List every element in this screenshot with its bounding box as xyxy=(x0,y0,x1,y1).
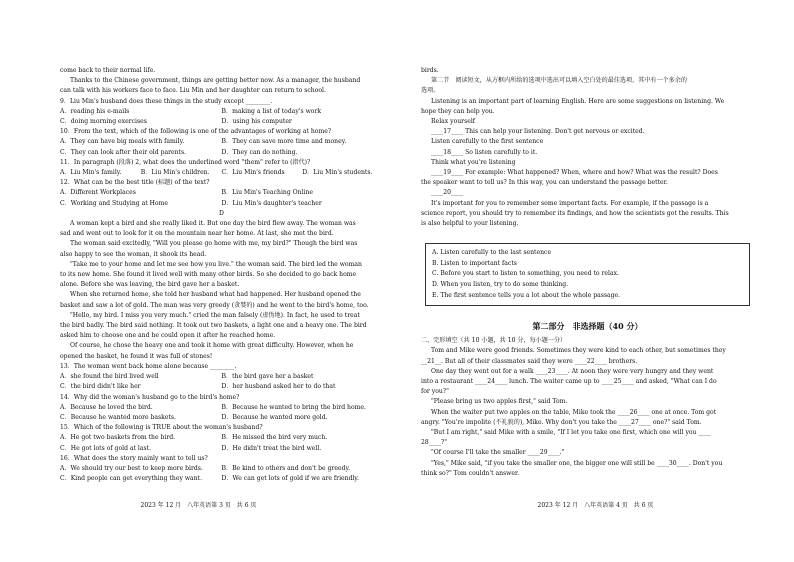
answer-option: D．Liu Min's students. xyxy=(302,169,373,177)
answer-option: C．Working and Studying at Home xyxy=(60,199,168,207)
box-option: A. Listen carefully to the last sentence xyxy=(432,249,552,257)
right-reading-text xyxy=(421,66,754,229)
answer-option: C．doing morning exercises xyxy=(60,118,147,126)
text-line xyxy=(60,137,383,147)
text-line: 16．What does the story mainly want to tell us? xyxy=(60,454,208,462)
text-line: 28____?" xyxy=(421,439,448,447)
text-line xyxy=(60,148,383,158)
text-line xyxy=(60,413,383,423)
answer-option: D．her husband asked her to do that xyxy=(221,383,336,391)
answer-option: B．Be kind to others and don't be greedy. xyxy=(221,464,351,472)
cloze-text xyxy=(421,336,754,479)
text-line: 14．Why did the woman's husband go to the bird's home? xyxy=(60,393,240,401)
text-line: into a restaurant ____24____ lunch. The waiter came up to ____25____ and asked, "What can I do xyxy=(421,378,717,386)
text-line: D xyxy=(219,209,224,217)
answer-option: B．the bird gave her a basket xyxy=(221,373,314,381)
text-line: ____18____ So listen carefully to it. xyxy=(431,148,538,156)
text-line: 选项。 xyxy=(421,87,440,95)
text-line xyxy=(60,372,383,382)
text-line xyxy=(60,403,383,413)
answer-option: A．Different Workplaces xyxy=(60,189,136,197)
text-line: 12．What can be the best title (标题) of the text? xyxy=(60,179,210,187)
answer-option: D．He didn't treat the bird well. xyxy=(221,444,322,452)
options-box xyxy=(425,243,750,306)
text-line: hope they can help you. xyxy=(421,107,495,115)
text-line xyxy=(60,474,383,484)
answer-option: C．Because he wanted more baskets. xyxy=(60,413,176,421)
text-line: to its new home. She found it lived well with many other birds. So she decided to go back home xyxy=(60,271,357,279)
text-line: birds. xyxy=(421,67,439,74)
text-line: is also helpful to your listening. xyxy=(421,220,519,228)
text-line: "But I am right," said Mike with a smile, "If I let you take one first, which one will you ____ xyxy=(431,429,711,437)
answer-option: C．He got lots of gold at last. xyxy=(60,444,152,452)
text-line xyxy=(60,117,383,127)
section-heading: 第二部分 非选择题（40 分） xyxy=(532,321,643,332)
answer-option: D．using his computer xyxy=(221,118,292,126)
text-line: When the waiter put two apples on the table, Mike took the ____26____ one at once. Tom got xyxy=(431,408,717,416)
text-line xyxy=(60,444,383,454)
text-line: opened the basket, he found it was full of stones! xyxy=(60,352,213,360)
answer-option: B．making a list of today's work xyxy=(221,107,322,115)
text-line: Relax yourself xyxy=(431,118,476,126)
text-line: __21__. But all of their classmates said they were ____22____ brothers. xyxy=(421,357,638,365)
answer-option: D．Liu Min's daughter's teacher xyxy=(221,199,322,207)
box-option: D. When you listen, try to do some thinking. xyxy=(432,281,569,289)
text-line xyxy=(60,107,383,117)
text-line: "Hello, my bird. I miss you very much." cried the man falsely (虚伪地). In fact, he used to treat xyxy=(70,311,360,319)
box-option: C. Before you start to listen to something, you need to relax. xyxy=(432,270,619,278)
answer-option: A．Because he loved the bird. xyxy=(60,403,153,411)
answer-option: B．Because he wanted to bring the bird home. xyxy=(221,403,366,411)
answer-option: A．We should try our best to keep more birds. xyxy=(60,464,203,472)
text-line: 10．From the text, which of the following is one of the advantages of working at home? xyxy=(60,128,332,136)
answer-option: B．Liu Min's Teaching Online xyxy=(221,189,314,197)
text-line xyxy=(60,464,383,474)
text-line: Tom and Mike were good friends. Sometimes they were kind to each other, but sometimes they xyxy=(431,347,726,355)
text-line: Of course, he chose the heavy one and took it home with great difficulty. However, when he xyxy=(70,342,354,350)
text-line: Think what you're listening xyxy=(431,158,516,166)
text-line: angry. "You're impolite (不礼貌的), Mike. Why don't you take the ____27____ one?" said Tom. xyxy=(421,418,702,426)
answer-option: A．Liu Min's family. xyxy=(60,169,122,177)
left-page-footer: 2023 年 12 月 八年英语第 3 页 共 6 页 xyxy=(140,502,257,509)
text-line: alone. Before she was leaving, the bird gave her a basket. xyxy=(60,281,240,289)
text-line: Listening is an important part of learning English. Here are some suggestions on listening. We xyxy=(431,97,725,105)
text-line: A woman kept a bird and she really liked it. But one day the bird flew away. The woman was xyxy=(70,220,356,228)
text-line: sad and went out to look for it on the mountain near her home. At last, she met the bird. xyxy=(60,230,334,238)
text-line: asked him to choose one and he could open it after he reached home. xyxy=(60,332,276,340)
text-line: 13．The woman went back home alone because ________. xyxy=(60,362,237,370)
box-option: E. The first sentence tells you a lot about the whole passage. xyxy=(432,291,621,299)
text-line: can talk with his workers face to face. Liu Min and her daughter can return to school. xyxy=(60,87,326,95)
text-line xyxy=(60,199,383,209)
text-line xyxy=(60,433,383,443)
right-page xyxy=(397,0,794,562)
answer-option: A．They can have big meals with family. xyxy=(60,138,185,146)
text-line: also happy to see the woman, it shook its head. xyxy=(60,250,207,258)
text-line: ____19____ For example: What happened? When, where and how? What was the result? Does xyxy=(431,169,718,177)
text-line: basket and saw a lot of gold. The man was very greedy (贪婪的) and he went to the bird's home, too. xyxy=(60,301,369,309)
text-line: "Take me to your home and let me see how you live." the woman said. The bird led the woman xyxy=(70,260,362,268)
text-line: ____17____ This can help your listening. Don't get nervous or excited. xyxy=(431,128,645,136)
answer-option: D．Because he wanted more gold. xyxy=(221,413,328,421)
answer-option: C．the bird didn't like her xyxy=(60,383,141,391)
answer-option: A．she found the bird lived well xyxy=(60,373,159,381)
text-line: the speaker want to tell us? In this way, you can understand the passage better. xyxy=(421,179,668,187)
text-line: think so?" Tom couldn't answer. xyxy=(421,469,520,477)
text-line xyxy=(60,382,383,392)
text-line: 15．Which of the following is TRUE about the woman's husband? xyxy=(60,424,263,432)
answer-option: C．They can look after their old parents. xyxy=(60,148,187,156)
text-line: the bird badly. The bird said nothing. It took out two baskets, a light one and a heavy one. The bird xyxy=(60,322,367,330)
text-line: It's important for you to remember some important facts. For example, if the passage is a xyxy=(431,199,709,207)
text-line: for you?" xyxy=(421,388,449,396)
text-line: The woman said excitedly, "Will you please go home with me, my bird?" Though the bird was xyxy=(70,240,358,248)
answer-option: B．They can save more time and money. xyxy=(221,138,347,146)
text-line: Thanks to the Chinese government, things are getting better now. As a manager, the husband xyxy=(70,77,361,85)
right-page-footer: 2023 年 12 月 八年英语第 4 页 共 6 页 xyxy=(537,502,654,509)
text-line: 第二节 阅读短文，从方框内所给的选项中选出可以填入空白处的最佳选项，其中有一个多余的 xyxy=(431,77,687,85)
text-line: Listen carefully to the first sentence xyxy=(431,138,544,146)
answer-option: D．We can get lots of gold if we are friendly. xyxy=(221,475,359,483)
text-line xyxy=(60,168,383,178)
text-line: 9．Liu Min's husband does these things in the study except ________. xyxy=(60,97,273,105)
text-line: "Yes," Mike said, "if you take the smaller one, the bigger one will still be ____30____. Don't you xyxy=(431,459,723,467)
text-line: science report, you should try to remember its findings, and how the scientists got the results. This xyxy=(421,209,729,217)
answer-option: C．Liu Min's friends xyxy=(221,169,285,177)
text-line: "Please bring us two apples first," said Tom. xyxy=(431,398,568,406)
answer-option: D．They can do nothing. xyxy=(221,148,298,156)
answer-option: C．Kind people can get everything they want. xyxy=(60,475,203,483)
text-line: One day they went out for a walk ____23____. At noon they were very hungry and they went xyxy=(431,367,714,375)
answer-option: A．reading his e-mails xyxy=(60,107,130,115)
answer-option: B．He missed the bird very much. xyxy=(221,434,328,442)
box-option: B. Listen to important facts xyxy=(432,259,517,267)
text-line: come back to their normal life. xyxy=(60,67,156,74)
text-line xyxy=(60,188,383,198)
text-line: 二、完形填空（共 10 小题，共 10 分，每小题一分） xyxy=(421,337,567,345)
text-line: When she returned home, she told her husband what had happened. Her husband opened the xyxy=(70,291,361,299)
answer-option: B．Liu Min's children. xyxy=(140,169,210,177)
text-line: 11．In paragraph (段落) 2, what does the underlined word "them" refer to (指代)? xyxy=(60,158,311,166)
answer-option: A．He got two baskets from the bird. xyxy=(60,434,176,442)
text-line: "Of course I'll take the smaller ____29____." xyxy=(431,449,565,457)
text-line: ____20____ xyxy=(431,189,464,197)
